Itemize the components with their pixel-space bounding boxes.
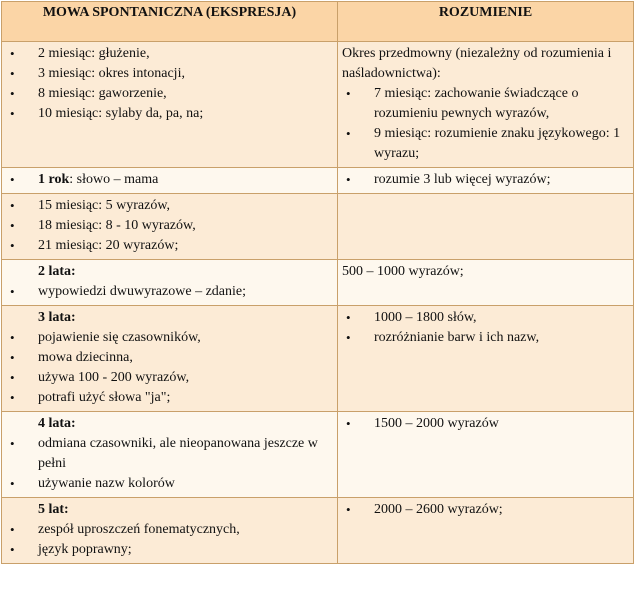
- age-label: 1 rok: [38, 172, 70, 187]
- comprehension-list: [342, 170, 629, 190]
- table-row: [2, 42, 634, 168]
- comprehension-cell: [338, 42, 634, 168]
- list-item: • język poprawny;: [6, 540, 333, 560]
- development-table: [1, 1, 634, 564]
- list-item: • potrafi użyć słowa "ja";: [6, 388, 333, 408]
- age-heading: 2 lata:: [38, 264, 76, 279]
- expression-cell: [2, 306, 338, 412]
- table-row: [2, 260, 634, 306]
- list-item: • 10 miesiąc: sylaby da, pa, na;: [6, 104, 333, 124]
- expression-cell: [2, 42, 338, 168]
- list-item: • 21 miesiąc: 20 wyrazów;: [6, 236, 333, 256]
- expression-cell: [2, 168, 338, 194]
- list-item: • mowa dziecinna,: [6, 348, 333, 368]
- comprehension-cell: [338, 412, 634, 498]
- expression-list: [6, 196, 333, 256]
- expression-list: [6, 328, 333, 408]
- table-row: [2, 306, 634, 412]
- table-row: [2, 412, 634, 498]
- list-item: • 7 miesiąc: zachowanie świadczące o rozumieniu pewnych wyrazów,: [342, 84, 629, 124]
- comprehension-cell: [338, 168, 634, 194]
- expression-list: [6, 44, 333, 124]
- expression-cell: [2, 498, 338, 564]
- expression-list: [6, 170, 333, 190]
- list-item: • 3 miesiąc: okres intonacji,: [6, 64, 333, 84]
- list-item: • 9 miesiąc: rozumienie znaku językowego: 1 wyrazu;: [342, 124, 629, 164]
- comprehension-cell: [338, 260, 634, 306]
- comprehension-list: [342, 308, 629, 348]
- header-row: [2, 2, 634, 42]
- table-row: [2, 498, 634, 564]
- list-item: • pojawienie się czasowników,: [6, 328, 333, 348]
- comprehension-list: [342, 414, 629, 434]
- table-row: [2, 194, 634, 260]
- comprehension-list: [342, 500, 629, 520]
- list-item: • 2 miesiąc: głużenie,: [6, 44, 333, 64]
- table-row: [2, 168, 634, 194]
- comprehension-cell: [338, 194, 634, 260]
- list-item: • odmiana czasowniki, ale nieopanowana jeszcze w pełni: [6, 434, 333, 474]
- comprehension-cell: [338, 498, 634, 564]
- list-item: • rozróżnianie barw i ich nazw,: [342, 328, 629, 348]
- age-heading: 3 lata:: [38, 310, 76, 325]
- header-comprehension: ROZUMIENIE: [338, 2, 634, 42]
- header-expression: MOWA SPONTANICZNA (EKSPRESJA): [2, 2, 338, 42]
- comprehension-text: 500 – 1000 wyrazów;: [342, 264, 464, 279]
- list-item: • 1000 – 1800 słów,: [342, 308, 629, 328]
- list-item: [6, 170, 333, 190]
- list-item: • zespół uproszczeń fonematycznych,: [6, 520, 333, 540]
- list-item: • używanie nazw kolorów: [6, 474, 333, 494]
- expression-list: [6, 520, 333, 560]
- comprehension-list: [342, 84, 629, 164]
- comprehension-intro: Okres przedmowny (niezależny od rozumienia i naśladownictwa):: [342, 46, 612, 81]
- expression-cell: [2, 412, 338, 498]
- list-item: • 18 miesiąc: 8 - 10 wyrazów,: [6, 216, 333, 236]
- list-item: • 2000 – 2600 wyrazów;: [342, 500, 629, 520]
- list-item: • 8 miesiąc: gaworzenie,: [6, 84, 333, 104]
- age-heading: 4 lata:: [38, 416, 76, 431]
- list-item: • wypowiedzi dwuwyrazowe – zdanie;: [6, 282, 333, 302]
- list-item: • rozumie 3 lub więcej wyrazów;: [342, 170, 629, 190]
- expression-cell: [2, 260, 338, 306]
- list-item-text: : słowo – mama: [69, 172, 159, 187]
- expression-list: [6, 434, 333, 494]
- list-item: • 1500 – 2000 wyrazów: [342, 414, 629, 434]
- comprehension-cell: [338, 306, 634, 412]
- expression-cell: [2, 194, 338, 260]
- age-heading: 5 lat:: [38, 502, 69, 517]
- list-item: • 15 miesiąc: 5 wyrazów,: [6, 196, 333, 216]
- expression-list: [6, 282, 333, 302]
- list-item: • używa 100 - 200 wyrazów,: [6, 368, 333, 388]
